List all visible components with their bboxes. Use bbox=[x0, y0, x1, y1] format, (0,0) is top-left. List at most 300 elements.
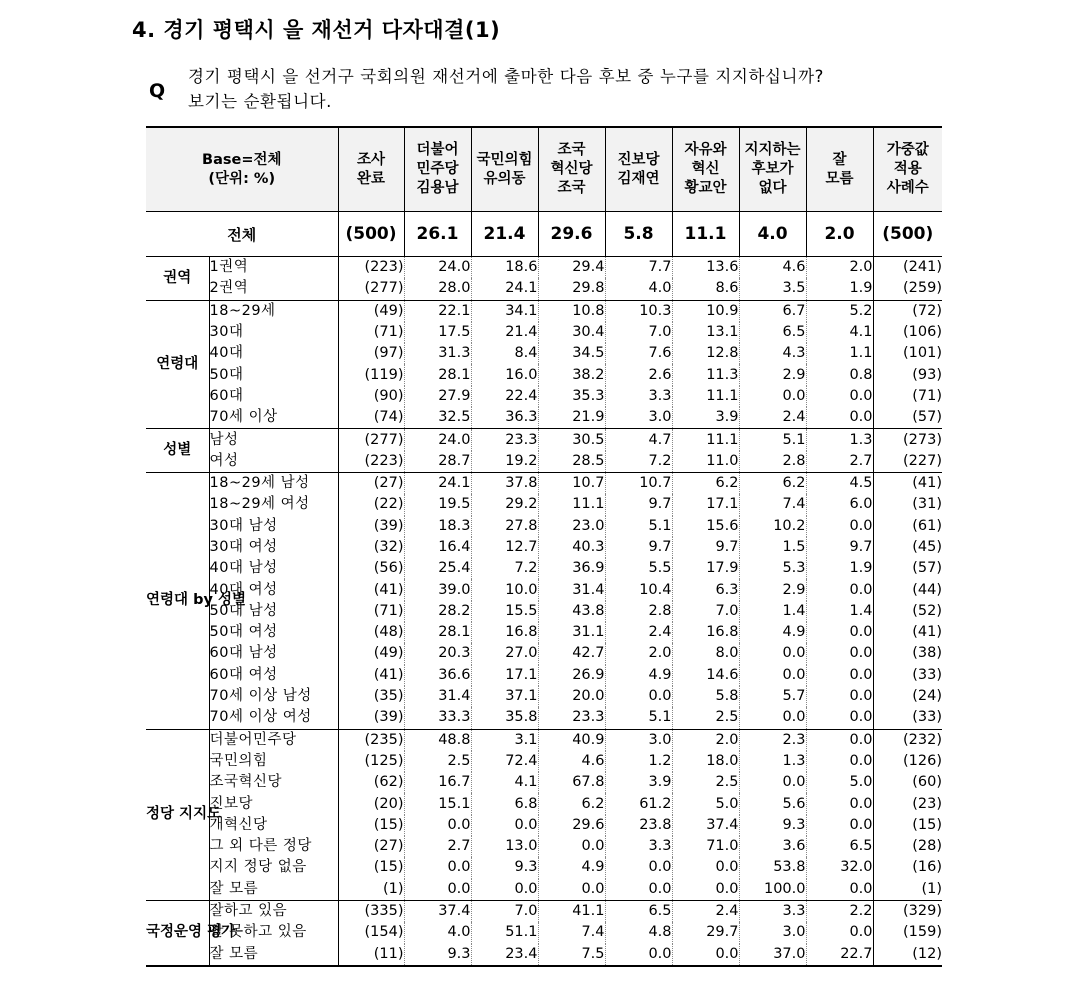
cell-value: 18.6 bbox=[471, 257, 538, 279]
table-row bbox=[146, 900, 942, 922]
row-label: 30대 여성 bbox=[209, 539, 278, 555]
cell-value: 10.8 bbox=[538, 300, 605, 322]
cell-value: (235) bbox=[338, 729, 404, 751]
row-label: 18~29세 bbox=[209, 302, 276, 319]
cell-value: 11.3 bbox=[672, 364, 739, 385]
row-label: 50대 여성 bbox=[209, 624, 278, 641]
cell-value: (33) bbox=[873, 707, 942, 729]
cell-value: (15) bbox=[338, 815, 404, 836]
total-value: 5.8 bbox=[605, 212, 672, 257]
cell-value: 5.0 bbox=[806, 772, 873, 793]
row-label: 1권역 bbox=[209, 259, 249, 276]
cell-value: 0.0 bbox=[806, 516, 873, 537]
cell-value: (38) bbox=[873, 643, 942, 664]
table-row bbox=[146, 665, 942, 686]
cell-value: 37.1 bbox=[471, 686, 538, 707]
table-row bbox=[146, 257, 942, 279]
row-label: 잘하고 있음 bbox=[209, 903, 288, 920]
cell-value: 5.2 bbox=[806, 300, 873, 322]
header-label: 진보당 김재연 bbox=[617, 151, 660, 187]
cell-value: 0.0 bbox=[471, 815, 538, 836]
cell-value: 28.1 bbox=[404, 622, 471, 643]
cell-value: 6.8 bbox=[471, 793, 538, 814]
cell-value: 21.4 bbox=[471, 322, 538, 343]
cell-value: 9.3 bbox=[404, 944, 471, 966]
row-label: 더불어민주당 bbox=[209, 731, 297, 748]
cell-value: 0.0 bbox=[672, 944, 739, 966]
cell-value: 23.3 bbox=[471, 429, 538, 451]
cell-value: 0.0 bbox=[538, 836, 605, 857]
cell-value: 0.0 bbox=[806, 793, 873, 814]
cell-value: (32) bbox=[338, 537, 404, 558]
cell-value: 3.0 bbox=[605, 729, 672, 751]
cell-value: 23.0 bbox=[538, 516, 605, 537]
cell-value: 7.2 bbox=[471, 558, 538, 579]
cell-value: 0.0 bbox=[806, 386, 873, 407]
cell-value: (1) bbox=[873, 879, 942, 901]
table-row bbox=[146, 343, 942, 364]
cell-value: 4.3 bbox=[739, 343, 806, 364]
row-label: 2권역 bbox=[209, 278, 338, 300]
cell-value: 3.3 bbox=[739, 900, 806, 922]
cell-value: 27.9 bbox=[404, 386, 471, 407]
cell-value: 41.1 bbox=[538, 900, 605, 922]
row-label: 잘 모름 bbox=[209, 944, 338, 966]
table-row bbox=[146, 772, 942, 793]
row-label: 조국혁신당 bbox=[209, 774, 283, 791]
cell-value: 67.8 bbox=[538, 772, 605, 793]
header-label: 잘 모름 bbox=[825, 151, 854, 187]
cell-value: (16) bbox=[873, 857, 942, 878]
cell-value: (35) bbox=[338, 686, 404, 707]
cell-value: 3.3 bbox=[605, 836, 672, 857]
group-label: 정당 지지도 bbox=[146, 729, 209, 900]
cell-value: 0.0 bbox=[538, 879, 605, 901]
cell-value: 2.8 bbox=[605, 601, 672, 622]
cell-value: 9.7 bbox=[672, 537, 739, 558]
header-label: 조사 완료 bbox=[356, 151, 385, 187]
row-label: 50대 bbox=[209, 366, 244, 383]
cell-value: 29.7 bbox=[672, 922, 739, 943]
cell-value: 0.0 bbox=[471, 879, 538, 901]
cell-value: 28.5 bbox=[538, 451, 605, 473]
cell-value: (71) bbox=[338, 322, 404, 343]
total-value: 26.1 bbox=[404, 212, 471, 257]
header-col-4 bbox=[538, 127, 605, 212]
cell-value: 2.3 bbox=[739, 729, 806, 751]
cell-value: 0.0 bbox=[739, 772, 806, 793]
cell-value: 17.5 bbox=[404, 322, 471, 343]
cell-value: 0.0 bbox=[605, 686, 672, 707]
cell-value: 2.5 bbox=[404, 751, 471, 772]
cell-value: 37.4 bbox=[672, 815, 739, 836]
cell-value: 11.1 bbox=[538, 494, 605, 515]
cell-value: 43.8 bbox=[538, 601, 605, 622]
cell-value: (15) bbox=[338, 857, 404, 878]
header-col-2 bbox=[404, 127, 471, 212]
table-row bbox=[146, 601, 942, 622]
cell-value: (232) bbox=[873, 729, 942, 751]
cell-value: 2.0 bbox=[672, 729, 739, 751]
cell-value: 0.0 bbox=[806, 579, 873, 600]
row-label: 60대 남성 bbox=[209, 645, 278, 662]
cell-value: 0.0 bbox=[672, 879, 739, 901]
table-row bbox=[146, 857, 942, 878]
cell-value: 24.0 bbox=[404, 429, 471, 451]
cell-value: 13.1 bbox=[672, 322, 739, 343]
cell-value: 7.2 bbox=[605, 451, 672, 473]
cell-value: 1.3 bbox=[806, 429, 873, 451]
cell-value: 10.9 bbox=[672, 300, 739, 322]
cell-value: 4.1 bbox=[471, 772, 538, 793]
cell-value: 0.0 bbox=[739, 707, 806, 729]
cell-value: 18.0 bbox=[672, 751, 739, 772]
cell-value: 51.1 bbox=[471, 922, 538, 943]
table-row bbox=[146, 516, 942, 537]
cell-value: (60) bbox=[873, 772, 942, 793]
row-label: 여성 bbox=[209, 451, 338, 473]
cell-value: 6.2 bbox=[538, 793, 605, 814]
total-row bbox=[146, 212, 942, 257]
cell-value: 5.7 bbox=[739, 686, 806, 707]
cell-value: (20) bbox=[338, 793, 404, 814]
cell-value: 23.3 bbox=[538, 707, 605, 729]
table-row bbox=[146, 751, 942, 772]
cell-value: (39) bbox=[338, 516, 404, 537]
cell-value: 5.0 bbox=[672, 793, 739, 814]
cell-value: 33.3 bbox=[404, 707, 471, 729]
cell-value: 18.3 bbox=[404, 516, 471, 537]
cell-value: 53.8 bbox=[739, 857, 806, 878]
cell-value: 15.1 bbox=[404, 793, 471, 814]
cell-value: 11.0 bbox=[672, 451, 739, 473]
header-label: 가중값 적용 사례수 bbox=[886, 142, 929, 196]
cell-value: 39.0 bbox=[404, 579, 471, 600]
group-label: 성별 bbox=[146, 429, 209, 473]
cell-value: (125) bbox=[338, 751, 404, 772]
cell-value: 22.1 bbox=[404, 300, 471, 322]
cell-value: 1.4 bbox=[806, 601, 873, 622]
cell-value: (57) bbox=[873, 407, 942, 429]
cell-value: (31) bbox=[873, 494, 942, 515]
cell-value: 71.0 bbox=[672, 836, 739, 857]
cell-value: 4.9 bbox=[739, 622, 806, 643]
cell-value: 15.6 bbox=[672, 516, 739, 537]
cell-value: 0.0 bbox=[806, 665, 873, 686]
header-label: 더불어 민주당 김용남 bbox=[416, 142, 459, 196]
cell-value: 22.7 bbox=[806, 944, 873, 966]
cell-value: 6.5 bbox=[806, 836, 873, 857]
cell-value: 36.6 bbox=[404, 665, 471, 686]
cell-value: 2.9 bbox=[739, 579, 806, 600]
cell-value: 0.0 bbox=[404, 815, 471, 836]
cell-value: 72.4 bbox=[471, 751, 538, 772]
cell-value: 20.3 bbox=[404, 643, 471, 664]
cell-value: (223) bbox=[338, 451, 404, 473]
cell-value: 1.4 bbox=[739, 601, 806, 622]
cell-value: 0.0 bbox=[806, 407, 873, 429]
cell-value: 6.5 bbox=[739, 322, 806, 343]
table-row bbox=[146, 836, 942, 857]
cell-value: 0.0 bbox=[806, 922, 873, 943]
table-row bbox=[146, 386, 942, 407]
table-row bbox=[146, 537, 942, 558]
table-row bbox=[146, 407, 942, 429]
row-label: 30대 bbox=[209, 324, 244, 341]
row-label: 18~29세 여성 bbox=[209, 496, 310, 513]
cell-value: 2.4 bbox=[605, 622, 672, 643]
cell-value: 16.8 bbox=[672, 622, 739, 643]
question-line-1: 경기 평택시 을 선거구 국회의원 재선거에 출마한 다음 후보 중 누구를 지지하십니까? bbox=[188, 67, 824, 86]
cell-value: 7.7 bbox=[605, 257, 672, 279]
cell-value: (41) bbox=[873, 472, 942, 494]
crosstab-table bbox=[146, 126, 942, 967]
cell-value: (61) bbox=[873, 516, 942, 537]
cell-value: (126) bbox=[873, 751, 942, 772]
row-label: 남성 bbox=[209, 431, 239, 448]
cell-value: 4.9 bbox=[538, 857, 605, 878]
table-row bbox=[146, 879, 942, 901]
cell-value: 2.2 bbox=[806, 900, 873, 922]
cell-value: (33) bbox=[873, 665, 942, 686]
cell-value: 7.0 bbox=[672, 601, 739, 622]
cell-value: (41) bbox=[873, 622, 942, 643]
cell-value: 10.4 bbox=[605, 579, 672, 600]
cell-value: 13.6 bbox=[672, 257, 739, 279]
cell-value: 0.0 bbox=[806, 686, 873, 707]
table-row bbox=[146, 451, 942, 473]
cell-value: 0.0 bbox=[605, 857, 672, 878]
question-mark: Q bbox=[149, 80, 166, 102]
cell-value: 23.8 bbox=[605, 815, 672, 836]
cell-value: (48) bbox=[338, 622, 404, 643]
cell-value: 21.9 bbox=[538, 407, 605, 429]
cell-value: 48.8 bbox=[404, 729, 471, 751]
cell-value: 24.1 bbox=[404, 472, 471, 494]
cell-value: 3.0 bbox=[739, 922, 806, 943]
cell-value: (154) bbox=[338, 922, 404, 943]
cell-value: 7.0 bbox=[471, 900, 538, 922]
cell-value: (227) bbox=[873, 451, 942, 473]
cell-value: 5.1 bbox=[605, 707, 672, 729]
total-value: 11.1 bbox=[672, 212, 739, 257]
cell-value: 0.0 bbox=[806, 751, 873, 772]
group-label: 국정운영 평가 bbox=[146, 900, 209, 965]
cell-value: 22.4 bbox=[471, 386, 538, 407]
cell-value: (22) bbox=[338, 494, 404, 515]
cell-value: (72) bbox=[873, 300, 942, 322]
cell-value: 11.1 bbox=[672, 429, 739, 451]
cell-value: 3.1 bbox=[471, 729, 538, 751]
header-col-9 bbox=[873, 127, 942, 212]
cell-value: 17.9 bbox=[672, 558, 739, 579]
table-row bbox=[146, 643, 942, 664]
cell-value: 10.2 bbox=[739, 516, 806, 537]
cell-value: 61.2 bbox=[605, 793, 672, 814]
cell-value: 6.0 bbox=[806, 494, 873, 515]
group-label: 권역 bbox=[146, 257, 209, 301]
cell-value: 14.6 bbox=[672, 665, 739, 686]
cell-value: (259) bbox=[873, 278, 942, 300]
cell-value: 7.5 bbox=[538, 944, 605, 966]
cell-value: 29.8 bbox=[538, 278, 605, 300]
group-label: 연령대 bbox=[146, 300, 209, 429]
cell-value: 2.4 bbox=[672, 900, 739, 922]
table-row bbox=[146, 322, 942, 343]
total-value: 2.0 bbox=[806, 212, 873, 257]
cell-value: 9.7 bbox=[605, 537, 672, 558]
cell-value: 4.7 bbox=[605, 429, 672, 451]
header-row bbox=[146, 127, 942, 212]
header-col-6 bbox=[672, 127, 739, 212]
cell-value: 6.3 bbox=[672, 579, 739, 600]
table-row bbox=[146, 707, 942, 729]
header-label: 자유와 혁신 황교안 bbox=[684, 142, 727, 196]
row-label: 그 외 다른 정당 bbox=[209, 838, 312, 855]
cell-value: 8.0 bbox=[672, 643, 739, 664]
total-value: 21.4 bbox=[471, 212, 538, 257]
cell-value: 1.9 bbox=[806, 278, 873, 300]
cell-value: 0.0 bbox=[605, 879, 672, 901]
header-label: 지지하는 후보가 없다 bbox=[744, 142, 801, 196]
cell-value: 7.4 bbox=[739, 494, 806, 515]
cell-value: (93) bbox=[873, 364, 942, 385]
cell-value: 1.1 bbox=[806, 343, 873, 364]
cell-value: 32.5 bbox=[404, 407, 471, 429]
cell-value: 27.0 bbox=[471, 643, 538, 664]
cell-value: (49) bbox=[338, 643, 404, 664]
total-value: 4.0 bbox=[739, 212, 806, 257]
cell-value: 0.0 bbox=[806, 643, 873, 664]
total-value: (500) bbox=[338, 212, 404, 257]
row-label: 40대 남성 bbox=[209, 560, 278, 577]
cell-value: 2.6 bbox=[605, 364, 672, 385]
cell-value: (41) bbox=[338, 665, 404, 686]
cell-value: 16.0 bbox=[471, 364, 538, 385]
cell-value: (335) bbox=[338, 900, 404, 922]
cell-value: 0.0 bbox=[806, 729, 873, 751]
row-label: 70세 이상 여성 bbox=[209, 707, 338, 729]
row-label: 개혁신당 bbox=[209, 816, 268, 833]
table-row bbox=[146, 793, 942, 814]
cell-value: (24) bbox=[873, 686, 942, 707]
cell-value: 31.4 bbox=[404, 686, 471, 707]
cell-value: 0.0 bbox=[672, 857, 739, 878]
cell-value: 9.3 bbox=[739, 815, 806, 836]
cell-value: (71) bbox=[873, 386, 942, 407]
cell-value: 0.8 bbox=[806, 364, 873, 385]
row-label: 국민의힘 bbox=[209, 752, 268, 769]
cell-value: 35.8 bbox=[471, 707, 538, 729]
cell-value: 2.0 bbox=[806, 257, 873, 279]
cell-value: 31.3 bbox=[404, 343, 471, 364]
cell-value: 2.4 bbox=[739, 407, 806, 429]
cell-value: 2.7 bbox=[404, 836, 471, 857]
cell-value: 38.2 bbox=[538, 364, 605, 385]
header-col-1 bbox=[338, 127, 404, 212]
cell-value: 5.1 bbox=[739, 429, 806, 451]
cell-value: (57) bbox=[873, 558, 942, 579]
table-row bbox=[146, 922, 942, 943]
cell-value: (71) bbox=[338, 601, 404, 622]
cell-value: 4.1 bbox=[806, 322, 873, 343]
cell-value: (277) bbox=[338, 278, 404, 300]
cell-value: 4.0 bbox=[404, 922, 471, 943]
row-label: 30대 남성 bbox=[209, 517, 278, 534]
cell-value: 9.3 bbox=[471, 857, 538, 878]
cell-value: 3.6 bbox=[739, 836, 806, 857]
cell-value: (277) bbox=[338, 429, 404, 451]
cell-value: 37.0 bbox=[739, 944, 806, 966]
table-row bbox=[146, 300, 942, 322]
cell-value: 13.0 bbox=[471, 836, 538, 857]
cell-value: 2.8 bbox=[739, 451, 806, 473]
cell-value: 26.9 bbox=[538, 665, 605, 686]
cell-value: 0.0 bbox=[605, 944, 672, 966]
total-value: 29.6 bbox=[538, 212, 605, 257]
cell-value: 2.9 bbox=[739, 364, 806, 385]
cell-value: (11) bbox=[338, 944, 404, 966]
cell-value: 42.7 bbox=[538, 643, 605, 664]
row-label: 40대 bbox=[209, 345, 244, 362]
cell-value: (44) bbox=[873, 579, 942, 600]
cell-value: 4.0 bbox=[605, 278, 672, 300]
table-row bbox=[146, 472, 942, 494]
cell-value: (39) bbox=[338, 707, 404, 729]
cell-value: (119) bbox=[338, 364, 404, 385]
cell-value: (241) bbox=[873, 257, 942, 279]
cell-value: (90) bbox=[338, 386, 404, 407]
question-text bbox=[188, 64, 824, 114]
cell-value: 5.8 bbox=[672, 686, 739, 707]
cell-value: (97) bbox=[338, 343, 404, 364]
row-label: 진보당 bbox=[209, 795, 254, 812]
group-label: 연령대 by 성별 bbox=[146, 472, 209, 729]
cell-value: 15.5 bbox=[471, 601, 538, 622]
row-label: 잘 못하고 있음 bbox=[209, 924, 307, 941]
cell-value: (12) bbox=[873, 944, 942, 966]
cell-value: 20.0 bbox=[538, 686, 605, 707]
cell-value: 0.0 bbox=[806, 879, 873, 901]
table-row bbox=[146, 429, 942, 451]
cell-value: 9.7 bbox=[605, 494, 672, 515]
cell-value: 3.0 bbox=[605, 407, 672, 429]
cell-value: 2.5 bbox=[672, 772, 739, 793]
cell-value: 29.6 bbox=[538, 815, 605, 836]
cell-value: 28.2 bbox=[404, 601, 471, 622]
header-col-5 bbox=[605, 127, 672, 212]
row-label: 지지 정당 없음 bbox=[209, 859, 307, 876]
cell-value: 1.3 bbox=[739, 751, 806, 772]
cell-value: (1) bbox=[338, 879, 404, 901]
cell-value: 4.9 bbox=[605, 665, 672, 686]
table-row bbox=[146, 622, 942, 643]
cell-value: 19.2 bbox=[471, 451, 538, 473]
cell-value: 37.8 bbox=[471, 472, 538, 494]
cell-value: 7.6 bbox=[605, 343, 672, 364]
cell-value: 2.7 bbox=[806, 451, 873, 473]
table-row bbox=[146, 944, 942, 966]
cell-value: 19.5 bbox=[404, 494, 471, 515]
cell-value: (41) bbox=[338, 579, 404, 600]
cell-value: 25.4 bbox=[404, 558, 471, 579]
cell-value: 10.7 bbox=[538, 472, 605, 494]
cell-value: 12.7 bbox=[471, 537, 538, 558]
cell-value: 17.1 bbox=[471, 665, 538, 686]
header-col-8 bbox=[806, 127, 873, 212]
cell-value: 4.8 bbox=[605, 922, 672, 943]
cell-value: 16.4 bbox=[404, 537, 471, 558]
